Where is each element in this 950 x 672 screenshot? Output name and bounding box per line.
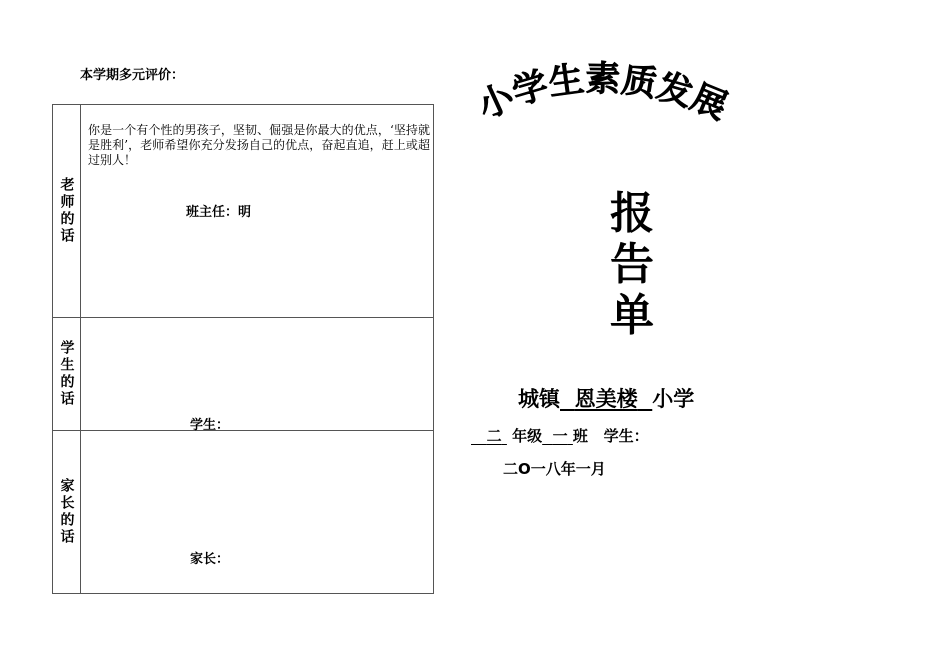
parent-signature: 家长： [190, 552, 230, 567]
evaluation-table [52, 104, 434, 594]
school-name: 恩美楼 [574, 387, 638, 411]
teacher-signature: 班主任：明 [186, 205, 252, 220]
report-title: 报 告 单 [610, 188, 654, 341]
arc-title [440, 52, 760, 162]
class-info-line: 二 年级 一 班 学生： [471, 425, 649, 446]
grade-value: 二 [486, 427, 502, 445]
parent-comment-row [53, 431, 433, 593]
arc-title-text: 小学生素质发展 [471, 59, 733, 128]
row-label-student: 学生的话 [53, 318, 81, 430]
teacher-comment-text: 你是一个有个性的男孩子，坚韧、倔强是你最大的优点，‘坚持就是胜利’，老师希望你充分发扬自己的优点，奋起直追，赶上或超过别人！ [88, 123, 430, 167]
class-value: 一 [552, 427, 568, 445]
evaluation-title: 本学期多元评价： [80, 68, 185, 83]
student-signature: 学生： [190, 418, 230, 433]
svg-text:小学生素质发展 [472, 59, 733, 128]
report-date: 二O一八年一月 [503, 460, 606, 478]
row-label-teacher: 老师的话 [53, 105, 81, 317]
school-name-line: 城镇 恩美楼 小学 [518, 387, 695, 411]
row-label-parent: 家长的话 [53, 431, 81, 593]
teacher-comment-row [53, 105, 433, 318]
student-comment-row [53, 318, 433, 431]
